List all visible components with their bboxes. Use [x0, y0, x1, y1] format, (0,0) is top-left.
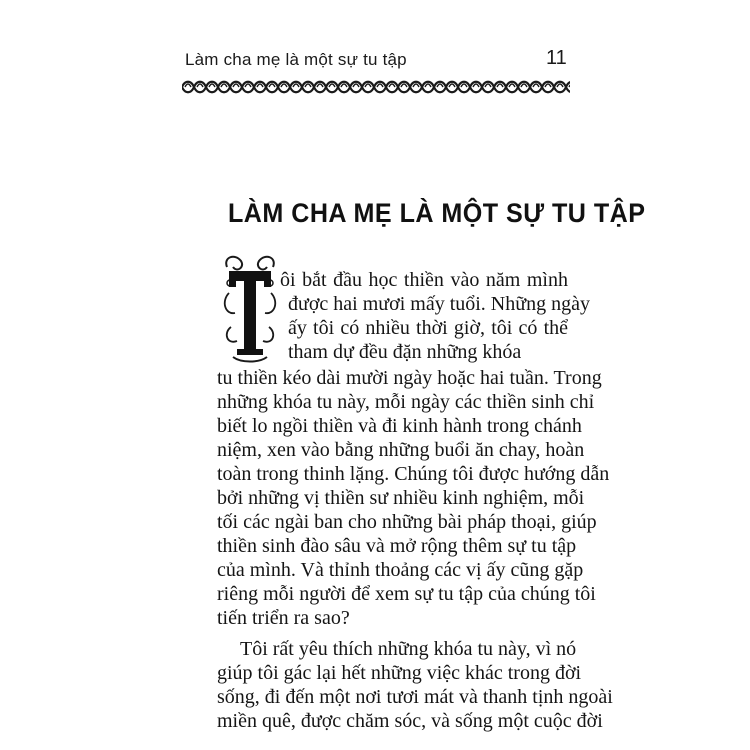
body-line: những khóa tu này, mỗi ngày các thiền sinh chỉ — [217, 391, 595, 413]
body-line: được hai mươi mấy tuổi. Những ngày — [288, 293, 590, 315]
body-line: Tôi rất yêu thích những khóa tu này, vì nó — [240, 638, 577, 660]
body-line: riêng mỗi người để xem sự tu tập của chúng tôi — [217, 583, 596, 605]
body-line: tham dự đều đặn những khóa — [288, 341, 522, 363]
ornamental-drop-cap-t — [221, 253, 279, 365]
body-line: ấy tôi có nhiều thời giờ, tôi có thể — [288, 317, 568, 339]
running-head-title: Làm cha mẹ là một sự tu tập — [185, 50, 407, 69]
body-line: tu thiền kéo dài mười ngày hoặc hai tuần. Trong — [217, 367, 602, 389]
page-number: 11 — [546, 47, 567, 69]
body-line: của mình. Và thỉnh thoảng các vị ấy cũng gặp — [217, 559, 584, 581]
body-line: ôi bắt đầu học thiền vào năm mình — [280, 269, 568, 291]
body-line: sống, đi đến một nơi tươi mát và thanh tịnh ngoài — [217, 686, 613, 708]
body-line: biết lo ngồi thiền và đi kinh hành trong chánh — [217, 415, 582, 437]
body-line: tiến triển ra sao? — [217, 607, 350, 629]
body-line: bởi những vị thiền sư nhiều kinh nghiệm, mỗi — [217, 487, 585, 509]
chapter-title: LÀM CHA MẸ LÀ MỘT SỰ TU TẬP — [228, 198, 646, 228]
body-line: tối các ngài ban cho những bài pháp thoại, giúp — [217, 511, 597, 533]
ornamental-rule — [182, 78, 570, 96]
body-line: giúp tôi gác lại hết những việc khác trong đời — [217, 662, 582, 684]
body-line: thiền sinh đào sâu và mở rộng thêm sự tu tập — [217, 535, 577, 557]
body-line: toàn trong thinh lặng. Chúng tôi được hướng dẫn — [217, 463, 610, 485]
body-line: niệm, xen vào bằng những buổi ăn chay, hoàn — [217, 439, 585, 461]
body-line: miền quê, được chăm sóc, và sống một cuộc đời — [217, 710, 603, 732]
